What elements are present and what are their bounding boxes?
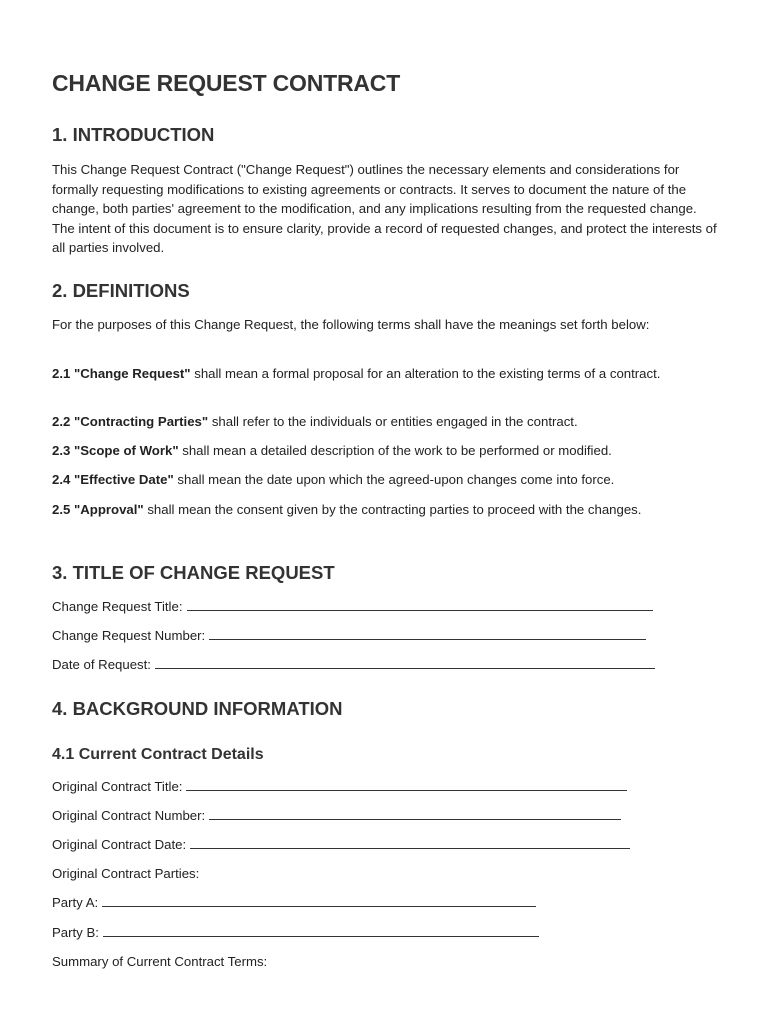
form-field-original-contract-title [52,777,627,797]
field-label: Original Contract Number: [52,808,206,823]
fill-in-blank-line[interactable] [190,835,630,849]
definition-term: 2.1 "Change Request" [52,366,191,381]
form-field-original-contract-date [52,835,630,855]
field-label: Party A: [52,895,99,910]
definition-text: shall mean a formal proposal for an alteration to the existing terms of a contract. [190,366,661,381]
definition-text: shall mean the consent given by the contracting parties to proceed with the changes. [143,502,642,517]
definition-item [52,500,720,520]
fill-in-blank-line[interactable] [209,626,646,640]
document-title: CHANGE REQUEST CONTRACT [52,70,401,96]
original-contract-parties-label: Original Contract Parties: [52,866,200,881]
definition-term: 2.3 "Scope of Work" [52,443,179,458]
definition-item [52,470,720,490]
field-label: Party B: [52,925,99,940]
definition-term: 2.4 "Effective Date" [52,472,174,487]
fill-in-blank-line[interactable] [209,806,621,820]
field-label: Date of Request: [52,657,151,672]
field-label: Original Contract Date: [52,837,187,852]
field-label: Change Request Number: [52,628,206,643]
fill-in-blank-line[interactable] [102,893,536,907]
definition-text: shall mean a detailed description of the work to be performed or modified. [178,443,612,458]
definition-item [52,364,720,384]
definition-text: shall refer to the individuals or entities engaged in the contract. [208,414,578,429]
form-field-date-of-request [52,655,655,675]
definition-term: 2.2 "Contracting Parties" [52,414,209,429]
form-field-original-contract-number [52,806,621,826]
section-heading-definitions: 2. DEFINITIONS [52,280,190,301]
summary-of-current-contract-terms-label: Summary of Current Contract Terms: [52,954,268,969]
definition-term: 2.5 "Approval" [52,502,144,517]
fill-in-blank-line[interactable] [187,597,653,611]
form-field-party-b [52,923,539,943]
definition-item [52,441,720,461]
definitions-lead-paragraph: For the purposes of this Change Request, the following terms shall have the meanings set forth below: [52,317,650,332]
form-field-change-request-title [52,597,653,617]
fill-in-blank-line[interactable] [103,923,539,937]
form-field-change-request-number [52,626,646,646]
section-heading-background-information: 4. BACKGROUND INFORMATION [52,698,343,719]
definition-item [52,412,720,432]
subsection-heading-current-contract-details: 4.1 Current Contract Details [52,746,264,763]
form-field-party-a [52,893,536,913]
definition-text: shall mean the date upon which the agreed-upon changes come into force. [173,472,615,487]
fill-in-blank-line[interactable] [186,777,627,791]
introduction-paragraph: This Change Request Contract ("Change Request") outlines the necessary elements and considerations for formally requesting modifications to existing agreements or contracts. It serves to document the nature of the change, both parties' agreement to the modification, and any implications resulting from the requested change. The intent of this document is to ensure clarity, provide a record of requested changes, and protect the interests of all parties involved. [52,162,717,255]
section-heading-introduction: 1. INTRODUCTION [52,124,215,145]
section-heading-title-of-change-request: 3. TITLE OF CHANGE REQUEST [52,562,335,583]
field-label: Original Contract Title: [52,779,183,794]
fill-in-blank-line[interactable] [155,655,655,669]
field-label: Change Request Title: [52,599,183,614]
